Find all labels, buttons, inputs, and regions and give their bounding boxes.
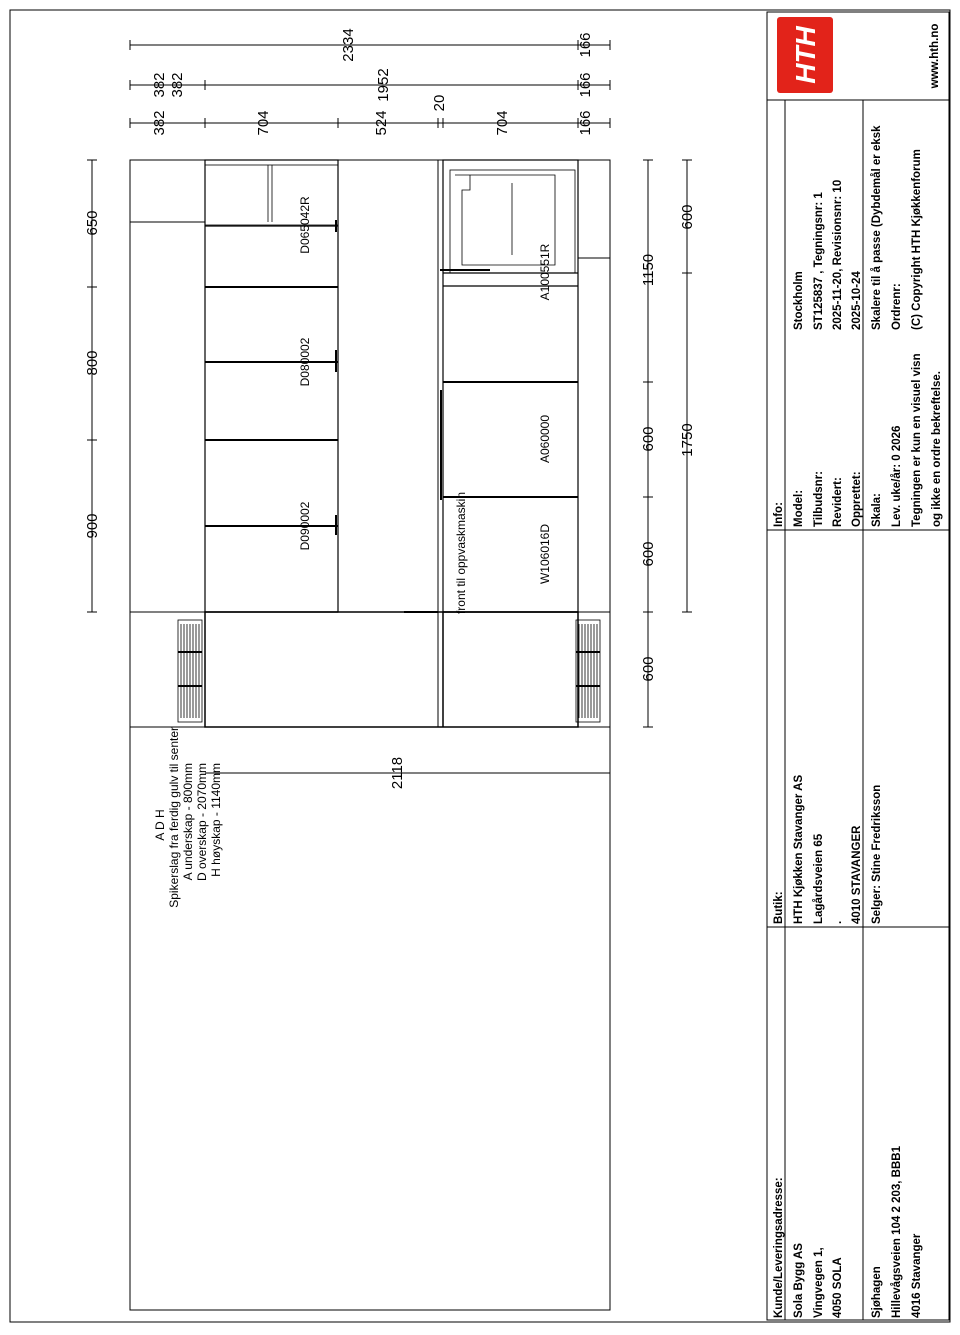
customer-header: Kunde/Leveringsadresse: xyxy=(773,1177,785,1318)
info-revidert-label: Revidert: xyxy=(832,477,844,527)
info-lev-label: Lev. uke/år: 0 2026 xyxy=(891,425,903,527)
info-skala-label: Skala: xyxy=(871,493,883,527)
customer-line-3: 4050 SOLA xyxy=(832,1257,844,1318)
dim-600c: 600 xyxy=(640,656,657,682)
top-dimensions xyxy=(130,40,610,128)
top-dimension-labels xyxy=(151,28,594,135)
store-line-1: HTH Kjøkken Stavanger AS xyxy=(793,774,805,924)
info-disclaimer-2: og ikke en ordre bekreftelse. xyxy=(931,371,943,527)
info-skala-value: Skalere til å passe (Dybdemål er eksk xyxy=(871,125,883,330)
wall-outline xyxy=(130,160,610,1310)
dim-650: 650 xyxy=(84,210,101,236)
dim-1952: 1952 xyxy=(375,68,392,102)
cab-label-d080002: D080002 xyxy=(298,337,312,387)
info-header: Info: xyxy=(773,502,785,527)
customer-line-2: Vingvegen 1, xyxy=(813,1247,825,1318)
hth-logo xyxy=(777,17,833,93)
dim-704a: 704 xyxy=(255,110,272,136)
dishwasher-front-label: front til oppvaskmaskin xyxy=(454,491,468,615)
cab-label-a100551r: A100551R xyxy=(538,243,552,301)
store-line-3: . xyxy=(832,920,844,924)
dim-382a: 382 xyxy=(151,72,168,98)
website-text: www.hth.no xyxy=(929,23,941,89)
store-line-2: Lagårdsveien 65 xyxy=(813,833,825,924)
dim-166d: 166 xyxy=(577,110,594,136)
radiator-right xyxy=(576,620,600,722)
cab-label-d090002: D090002 xyxy=(298,501,312,551)
page-border xyxy=(10,10,950,1322)
info-copyright: (C) Copyright HTH Kjøkkenforum xyxy=(911,149,923,330)
dim-top-166: 166 xyxy=(577,32,594,58)
dim-704b: 704 xyxy=(494,110,511,136)
notes-line-4: H høyskap - 1140mm xyxy=(209,763,223,877)
store-section xyxy=(773,775,883,924)
dim-600b: 600 xyxy=(640,541,657,567)
dim-20: 20 xyxy=(431,94,448,112)
dim-1150: 1150 xyxy=(640,253,657,287)
height-notes xyxy=(153,727,223,908)
cab-label-w106016d: W106016D xyxy=(538,523,552,585)
customer-line-7: 4016 Stavanger xyxy=(911,1233,923,1318)
dim-2118: 2118 xyxy=(389,756,406,790)
info-model-value: Stockholm xyxy=(793,271,805,330)
info-opprettet-value: 2025-10-24 xyxy=(851,271,863,330)
logo-text: HTH xyxy=(790,26,821,84)
cab-label-a060000: A060000 xyxy=(538,414,552,464)
info-ordrenr-label: Ordrenr: xyxy=(891,283,903,330)
store-header: Butik: xyxy=(773,891,785,924)
dim-382c: 382 xyxy=(151,110,168,136)
info-section xyxy=(773,125,943,527)
cab-label-d065042r: D065042R xyxy=(298,196,312,254)
store-line-4: 4010 STAVANGER xyxy=(851,825,863,924)
customer-line-6: Hillevågsveien 104 2 203, BBB1 xyxy=(891,1146,903,1318)
info-model-label: Model: xyxy=(793,489,805,527)
info-disclaimer-1: Tegningen er kun en visuel visn xyxy=(911,353,923,527)
dim-524: 524 xyxy=(373,110,390,136)
upper-cabinets xyxy=(205,160,338,612)
dim-600d: 600 xyxy=(679,204,696,230)
dim-600a: 600 xyxy=(640,426,657,452)
notes-line-2: A underskap - 800mm xyxy=(181,763,195,881)
customer-line-1: Sola Bygg AS xyxy=(793,1243,805,1318)
radiator-left xyxy=(178,620,202,722)
notes-line-1: Spikerslag fra ferdig gulv til senter xyxy=(167,727,181,908)
info-opprettet-label: Opprettet: xyxy=(851,471,863,527)
notes-line-3: D overskap - 2070mm xyxy=(195,763,209,882)
dim-1750: 1750 xyxy=(679,423,696,457)
info-revidert-value: 2025-11-20, Revisionsnr: 10 xyxy=(832,179,844,330)
store-seller: Selger: Stine Fredriksson xyxy=(871,784,883,924)
dim-900: 900 xyxy=(84,513,101,539)
customer-line-5: Sjøhagen xyxy=(871,1266,883,1318)
dim-800: 800 xyxy=(84,350,101,376)
dim-total: 2334 xyxy=(340,28,357,62)
dim-166b: 166 xyxy=(577,72,594,98)
dim-382b: 382 xyxy=(169,72,186,98)
info-tilbud-label: Tilbudsnr: xyxy=(813,470,825,527)
customer-section xyxy=(773,1145,923,1318)
notes-heading: A D H xyxy=(153,809,167,841)
info-tilbud-value: ST125837 , Tegningsnr: 1 xyxy=(813,192,825,330)
